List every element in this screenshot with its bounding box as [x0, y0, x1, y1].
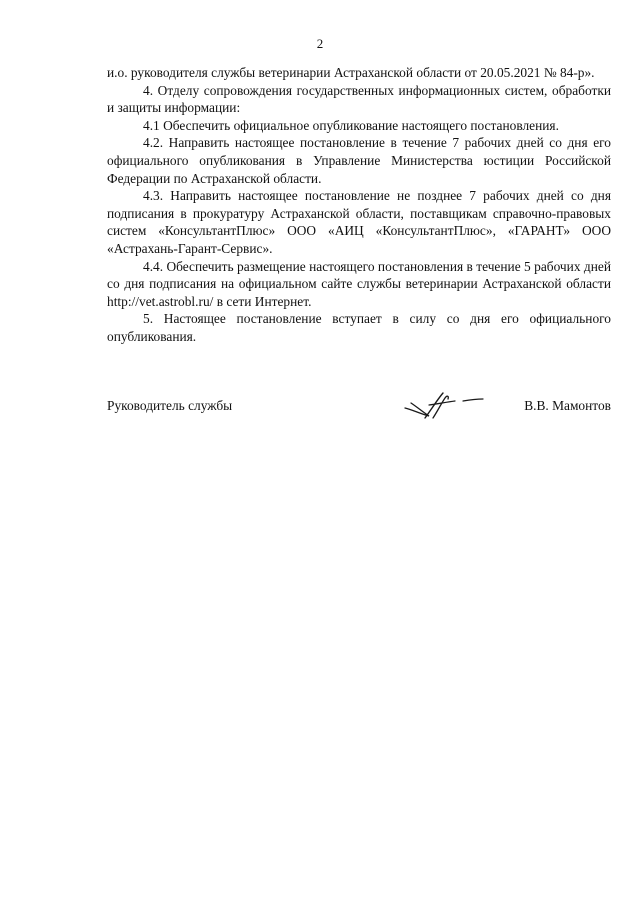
signer-title: Руководитель службы	[107, 398, 233, 413]
document-body	[107, 64, 611, 346]
signer-name: В.В. Мамонтов	[524, 398, 611, 413]
paragraph-item-4: 4. Отделу сопровождения государственных информационных систем, обработки и защиты информации:	[107, 82, 611, 116]
paragraph-item-4-3: 4.3. Направить настоящее постановление не позднее 7 рабочих дней со дня подписания в прокуратуру Астраханской области, поставщикам справочно-правовых систем «КонсультантПлюс» ООО «АИЦ «КонсультантПлюс», «ГАРАНТ» ООО «Астрахань-Гарант-Сервис».	[107, 188, 611, 256]
paragraph-item-4-4: 4.4. Обеспечить размещение настоящего постановления в течение 5 рабочих дней со дня подписания на официальном сайте службы ветеринарии Астраханской области http://vet.astrobl.ru/ в сети Интернет.	[107, 258, 611, 309]
paragraph-order-reference: и.о. руководителя службы ветеринарии Астраханской области от 20.05.2021 № 84-р».	[107, 65, 595, 80]
signature-block	[107, 390, 611, 420]
handwritten-signature	[403, 390, 485, 422]
page-number: 2	[316, 36, 324, 51]
paragraph-item-4-2: 4.2. Направить настоящее постановление в течение 7 рабочих дней со дня его официального опубликования в Управление Министерства юстиции Российской Федерации по Астраханской области.	[107, 135, 611, 186]
paragraph-item-5: 5. Настоящее постановление вступает в силу со дня его официального опубликования.	[107, 311, 611, 344]
paragraph-item-4-1: 4.1 Обеспечить официальное опубликование настоящего постановления.	[143, 117, 559, 133]
